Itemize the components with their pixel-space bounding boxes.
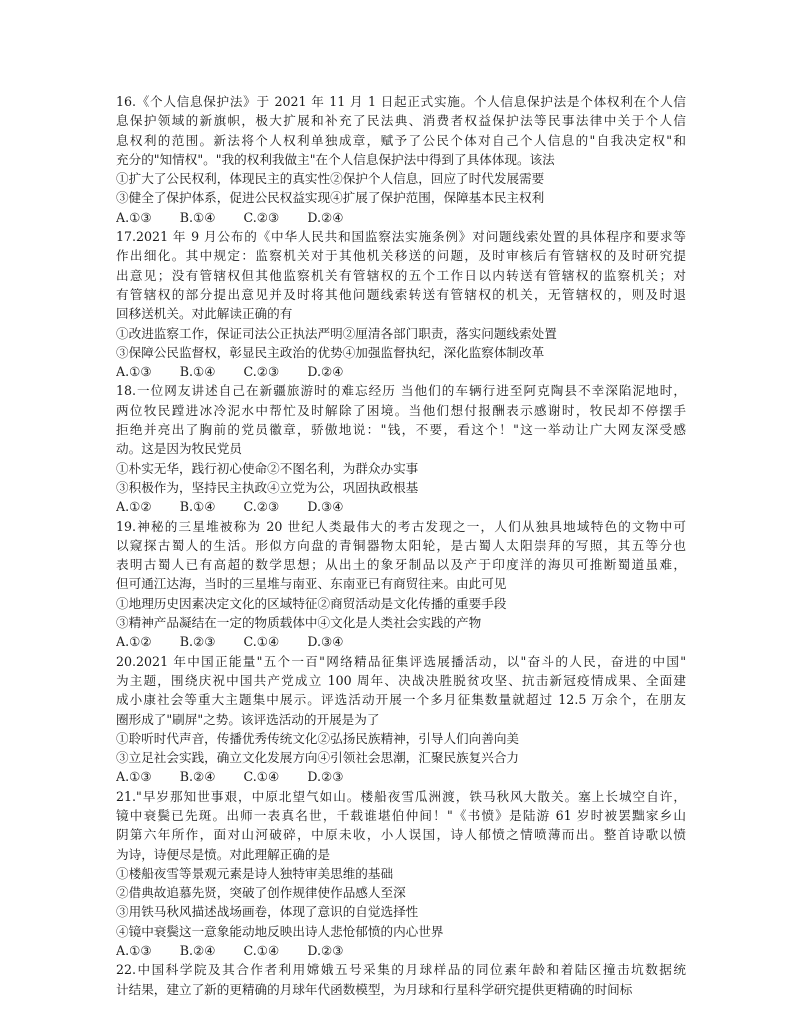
statement-option: ①地理历史因素决定文化的区域特征②商贸活动是文化传播的重要手段 [116,595,507,611]
question-stem-line: 计结果，建立了新的更精确的月球年代函数模型，为月球和行星科学研究提供更精确的时间标 [116,981,633,997]
question-stem-line: 息保护领域的新旗帜，极大扩展和补充了民法典、消费者权益保护法等民事法律中关于个人信 [116,113,686,129]
answer-choice[interactable]: A.①③ [116,943,152,959]
answer-choice[interactable]: A.①③ [116,209,152,225]
answer-choices [116,767,686,786]
question-stem-line: 19.神秘的三星堆被称为 20 世纪人类最伟大的考古发现之一，人们从独具地域特色的文物中可 [116,518,686,534]
answer-choice[interactable]: D.②④ [307,364,344,380]
statement-option: ①改进监察工作，保证司法公正执法严明②厘清各部门职责，落实问题线索处置 [116,325,557,341]
answer-choice[interactable]: B.②④ [179,769,216,785]
answer-choice[interactable]: C.②③ [243,499,280,515]
question-stem-line: 拒绝并亮出了胸前的党员徽章，骄傲地说："钱，不要，看这个！"这一举动让广大网友深受感 [116,422,686,438]
statement-option: ①朴实无华，践行初心使命②不图名利，为群众办实事 [116,460,419,476]
question-stem-line: 但可通江达海，当时的三星堆与南亚、东南亚已有商贸往来。由此可见 [116,576,507,592]
answer-choice[interactable]: C.①④ [243,769,280,785]
answer-choice[interactable]: D.②④ [307,209,344,225]
question-stem-line: 有管辖权的部分提出意见并及时将其他问题线索转送有管辖权的机关，无管辖权的，则及时退 [116,286,686,302]
question-stem-line: 息权利的范围。新法将个人权利单独成章，赋予了公民个体对自己个人信息的"自我决定权"和 [116,132,686,148]
statement-option: ④镜中衰鬓这一意象能动地反映出诗人悲怆郁愤的内心世界 [116,923,444,939]
answer-choice[interactable]: C.②③ [243,209,280,225]
answer-choice[interactable]: D.②③ [307,769,344,785]
statement-option: ①聆听时代声音，传播优秀传统文化②弘扬民族精神，引导人们向善向美 [116,730,519,746]
answer-choices [116,208,686,227]
question-stem-line: 20.2021 年中国正能量"五个一百"网络精品征集评选展播活动，以"奋斗的人民，奋进的中国" [116,653,686,669]
answer-choice[interactable]: D.③④ [307,499,344,515]
question-stem-line: 18.一位网友讲述自己在新疆旅游时的难忘经历 当他们的车辆行进至阿克陶县不幸深陷泥地时， [116,383,686,399]
answer-choice[interactable]: A.①② [116,499,152,515]
answer-choice[interactable]: A.①③ [116,769,152,785]
question-block [116,92,686,227]
statement-option: ③用铁马秋风描述战场画卷，体现了意识的自觉选择性 [116,904,419,920]
question-block [116,652,686,787]
question-stem-line: 镜中衰鬓已先斑。出师一表真名世，千载谁堪伯仲间！"《书愤》是陆游 61 岁时被罢黜家乡山 [116,807,686,823]
answer-choices [116,632,686,651]
answer-choice[interactable]: C.②③ [243,364,280,380]
question-block [116,787,686,961]
statement-option: ①扩大了公民权利，体现民主的真实性②保护个人信息，回应了时代发展需要 [116,171,545,187]
question-stem-line: 22.中国科学院及其合作者利用嫦娥五号采集的月球样品的同位素年龄和着陆区撞击坑数据统 [116,962,686,978]
question-block [116,517,686,652]
question-stem-line: 阴第六年所作，面对山河破碎，中原未收，小人误国，诗人郁愤之情喷薄而出。整首诗歌以愤 [116,827,686,843]
question-block [116,960,686,999]
question-stem-line: 圈形成了"刷屏"之势。该评选活动的开展是为了 [116,711,380,727]
question-stem-line: 表明古蜀人已有高超的数学思想；从出土的象牙制品以及产于印度洋的海贝可推断蜀道虽难， [116,557,686,573]
question-stem-line: 21."早岁那知世事艰，中原北望气如山。楼船夜雪瓜洲渡，铁马秋风大散关。塞上长城空自许， [116,788,686,804]
statement-option: ③立足社会实践，确立文化发展方向④引领社会思潮，汇聚民族复兴合力 [116,750,519,766]
statement-option: ③保障公民监督权，彰显民主政治的优势④加强监督执纪，深化监察体制改革 [116,344,545,360]
question-block [116,227,686,381]
statement-option: ①楼船夜雪等景观元素是诗人独特审美思维的基础 [116,865,394,881]
question-stem-line: 17.2021 年 9 月公布的《中华人民共和国监察法实施条例》对问题线索处置的具体程序和要求等 [116,229,686,245]
question-stem-line: 出意见；没有管辖权但其他监察机关有管辖权的五个工作日以内转送有管辖权的监察机关；对 [116,267,686,283]
exam-page [116,92,686,999]
answer-choice[interactable]: B.①④ [179,364,216,380]
answer-choice[interactable]: B.①④ [179,499,216,515]
answer-choice[interactable]: B.②④ [179,943,216,959]
answer-choices [116,941,686,960]
answer-choice[interactable]: D.③④ [307,634,344,650]
statement-option: ③积极作为，坚持民主执政④立党为公，巩固执政根基 [116,479,419,495]
answer-choice[interactable]: C.①④ [243,634,280,650]
statement-option: ③健全了保护体系，促进公民权益实现④扩展了保护范围，保障基本民主权利 [116,190,545,206]
statement-option: ③精神产品凝结在一定的物质载体中④文化是人类社会实践的产物 [116,615,482,631]
question-block [116,381,686,516]
question-stem-line: 为诗，诗便尽是愤。对此理解正确的是 [116,846,331,862]
statement-option: ②借典故追慕先贤，突破了创作规律使作品感人至深 [116,885,406,901]
answer-choice[interactable]: B.②③ [179,634,216,650]
question-stem-line: 16.《个人信息保护法》于 2021 年 11 月 1 日起正式实施。个人信息保护法是个体权利在个人信 [116,94,686,109]
question-stem-line: 以窥探古蜀人的生活。形似方向盘的青铜器物太阳轮，是古蜀人太阳崇拜的写照，其五等分也 [116,537,686,553]
question-stem-line: 动。这是因为牧民党员 [116,441,242,457]
answer-choices [116,362,686,381]
answer-choice[interactable]: D.②③ [307,943,344,959]
question-stem-line: 回移送机关。对此解读正确的有 [116,306,293,322]
question-stem-line: 两位牧民蹚进冰冷泥水中帮忙及时解除了困境。当他们想付报酬表示感谢时，牧民却不停摆手 [116,402,686,418]
answer-choices [116,497,686,516]
answer-choice[interactable]: A.①② [116,634,152,650]
answer-choice[interactable]: C.①④ [243,943,280,959]
question-stem-line: 成小康社会等重大主题集中展示。评选活动开展一个多月征集数量就超过 12.5 万余个，在朋友 [116,692,686,708]
question-stem-line: 作出细化。其中规定：监察机关对于其他机关移送的问题，及时审核后有管辖权的及时研究提 [116,248,686,264]
answer-choice[interactable]: B.①④ [179,209,216,225]
question-stem-line: 充分的"知情权"。"我的权利我做主"在个人信息保护法中得到了具体体现。该法 [116,151,555,167]
question-stem-line: 为主题，围绕庆祝中国共产党成立 100 周年、决战决胜脱贫攻坚、抗击新冠疫情成果、全面建 [116,672,686,688]
answer-choice[interactable]: A.①③ [116,364,152,380]
